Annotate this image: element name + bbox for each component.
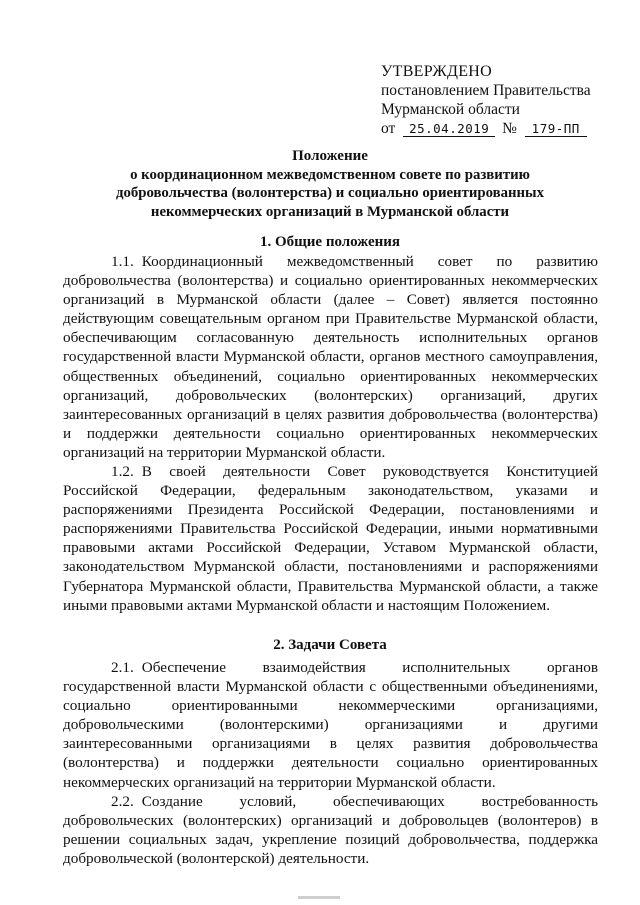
paragraph-2-1 [63,658,598,792]
title-line-3: добровольчества (волонтерства) и социально ориентированных [115,185,545,201]
paragraph-number: 1.1. [111,253,134,270]
scan-artifact-mark [298,896,340,899]
approval-number: 179-ПП [525,122,587,137]
paragraph-text: Создание условий, обеспечивающих востребованность добровольческих (волонтерских) организаций и добровольцев (волонтеров) в решении социальных задач, укрепление позиций добровольчества, поддержка добровольческой (волонтерской) деятельности. [63,793,598,868]
paragraph-text: В своей деятельности Совет руководствуется Конституцией Российской Федерации, федеральным законодательством, указами и распоряжениями Президента Российской Федерации, постановлениями и распоряжениями Правительства Российской Федерации, иными нормативными правовыми актами Российской Федерации, Уставом Мурманской области, законодательством Мурманской области, постановлениями и распоряжениями Губернатора Мурманской области, Правительства Мурманской области, а также иными правовыми актами Мурманской области и настоящим Положением. [63,463,598,614]
paragraph-text: Координационный межведомственный совет по развитию добровольчества (волонтерства) и социально ориентированных некоммерческих организаций в Мурманской области (далее – Совет) является постоянно действующим совещательным органом при Правительстве Мурманской области, обеспечивающим согласованную деятельность исполнительных органов государственной власти Мурманской области, органов местного самоуправления, общественных объединений, социально ориентированных некоммерческих организаций, добровольческих (волонтерских) организаций, других заинтересованных организаций в целях развития добровольчества (волонтерства) и поддержки деятельности социально ориентированных некоммерческих организаций на территории Мурманской области. [63,253,598,461]
document-title [60,147,600,221]
date-prefix: от [381,120,396,137]
paragraph-number: 2.1. [111,659,134,676]
paragraph-2-2 [63,792,598,868]
section-heading-2: 2. Задачи Совета [273,637,387,653]
paragraph-number: 1.2. [111,463,134,480]
number-prefix: № [502,120,517,137]
paragraph-1-1 [63,252,598,462]
approval-stamp [381,62,621,138]
paragraph-1-2 [63,462,598,615]
approval-line-1: постановлением Правительства [381,82,591,99]
approval-date-line [381,119,621,138]
paragraph-number: 2.2. [111,793,134,810]
section-heading-1: 1. Общие положения [259,234,401,250]
approved-label: УТВЕРЖДЕНО [381,63,493,80]
approval-date: 25.04.2019 [403,122,495,137]
approval-line-2: Мурманской области [381,101,520,118]
paragraph-text: Обеспечение взаимодействия исполнительных органов государственной власти Мурманской области с общественными объединениями, социально ориентированными некоммерческими организациями, добровольческими (волонтерскими) организациями и другими заинтересованными организациями в целях развития добровольчества (волонтерства) и поддержки деятельности социально ориентированных некоммерческих организаций на территории Мурманской области. [63,659,598,791]
title-line-2: о координационном межведомственном совете по развитию [130,166,530,183]
title-line-1: Положение [292,148,368,164]
title-line-4: некоммерческих организаций в Мурманской области [150,203,510,220]
